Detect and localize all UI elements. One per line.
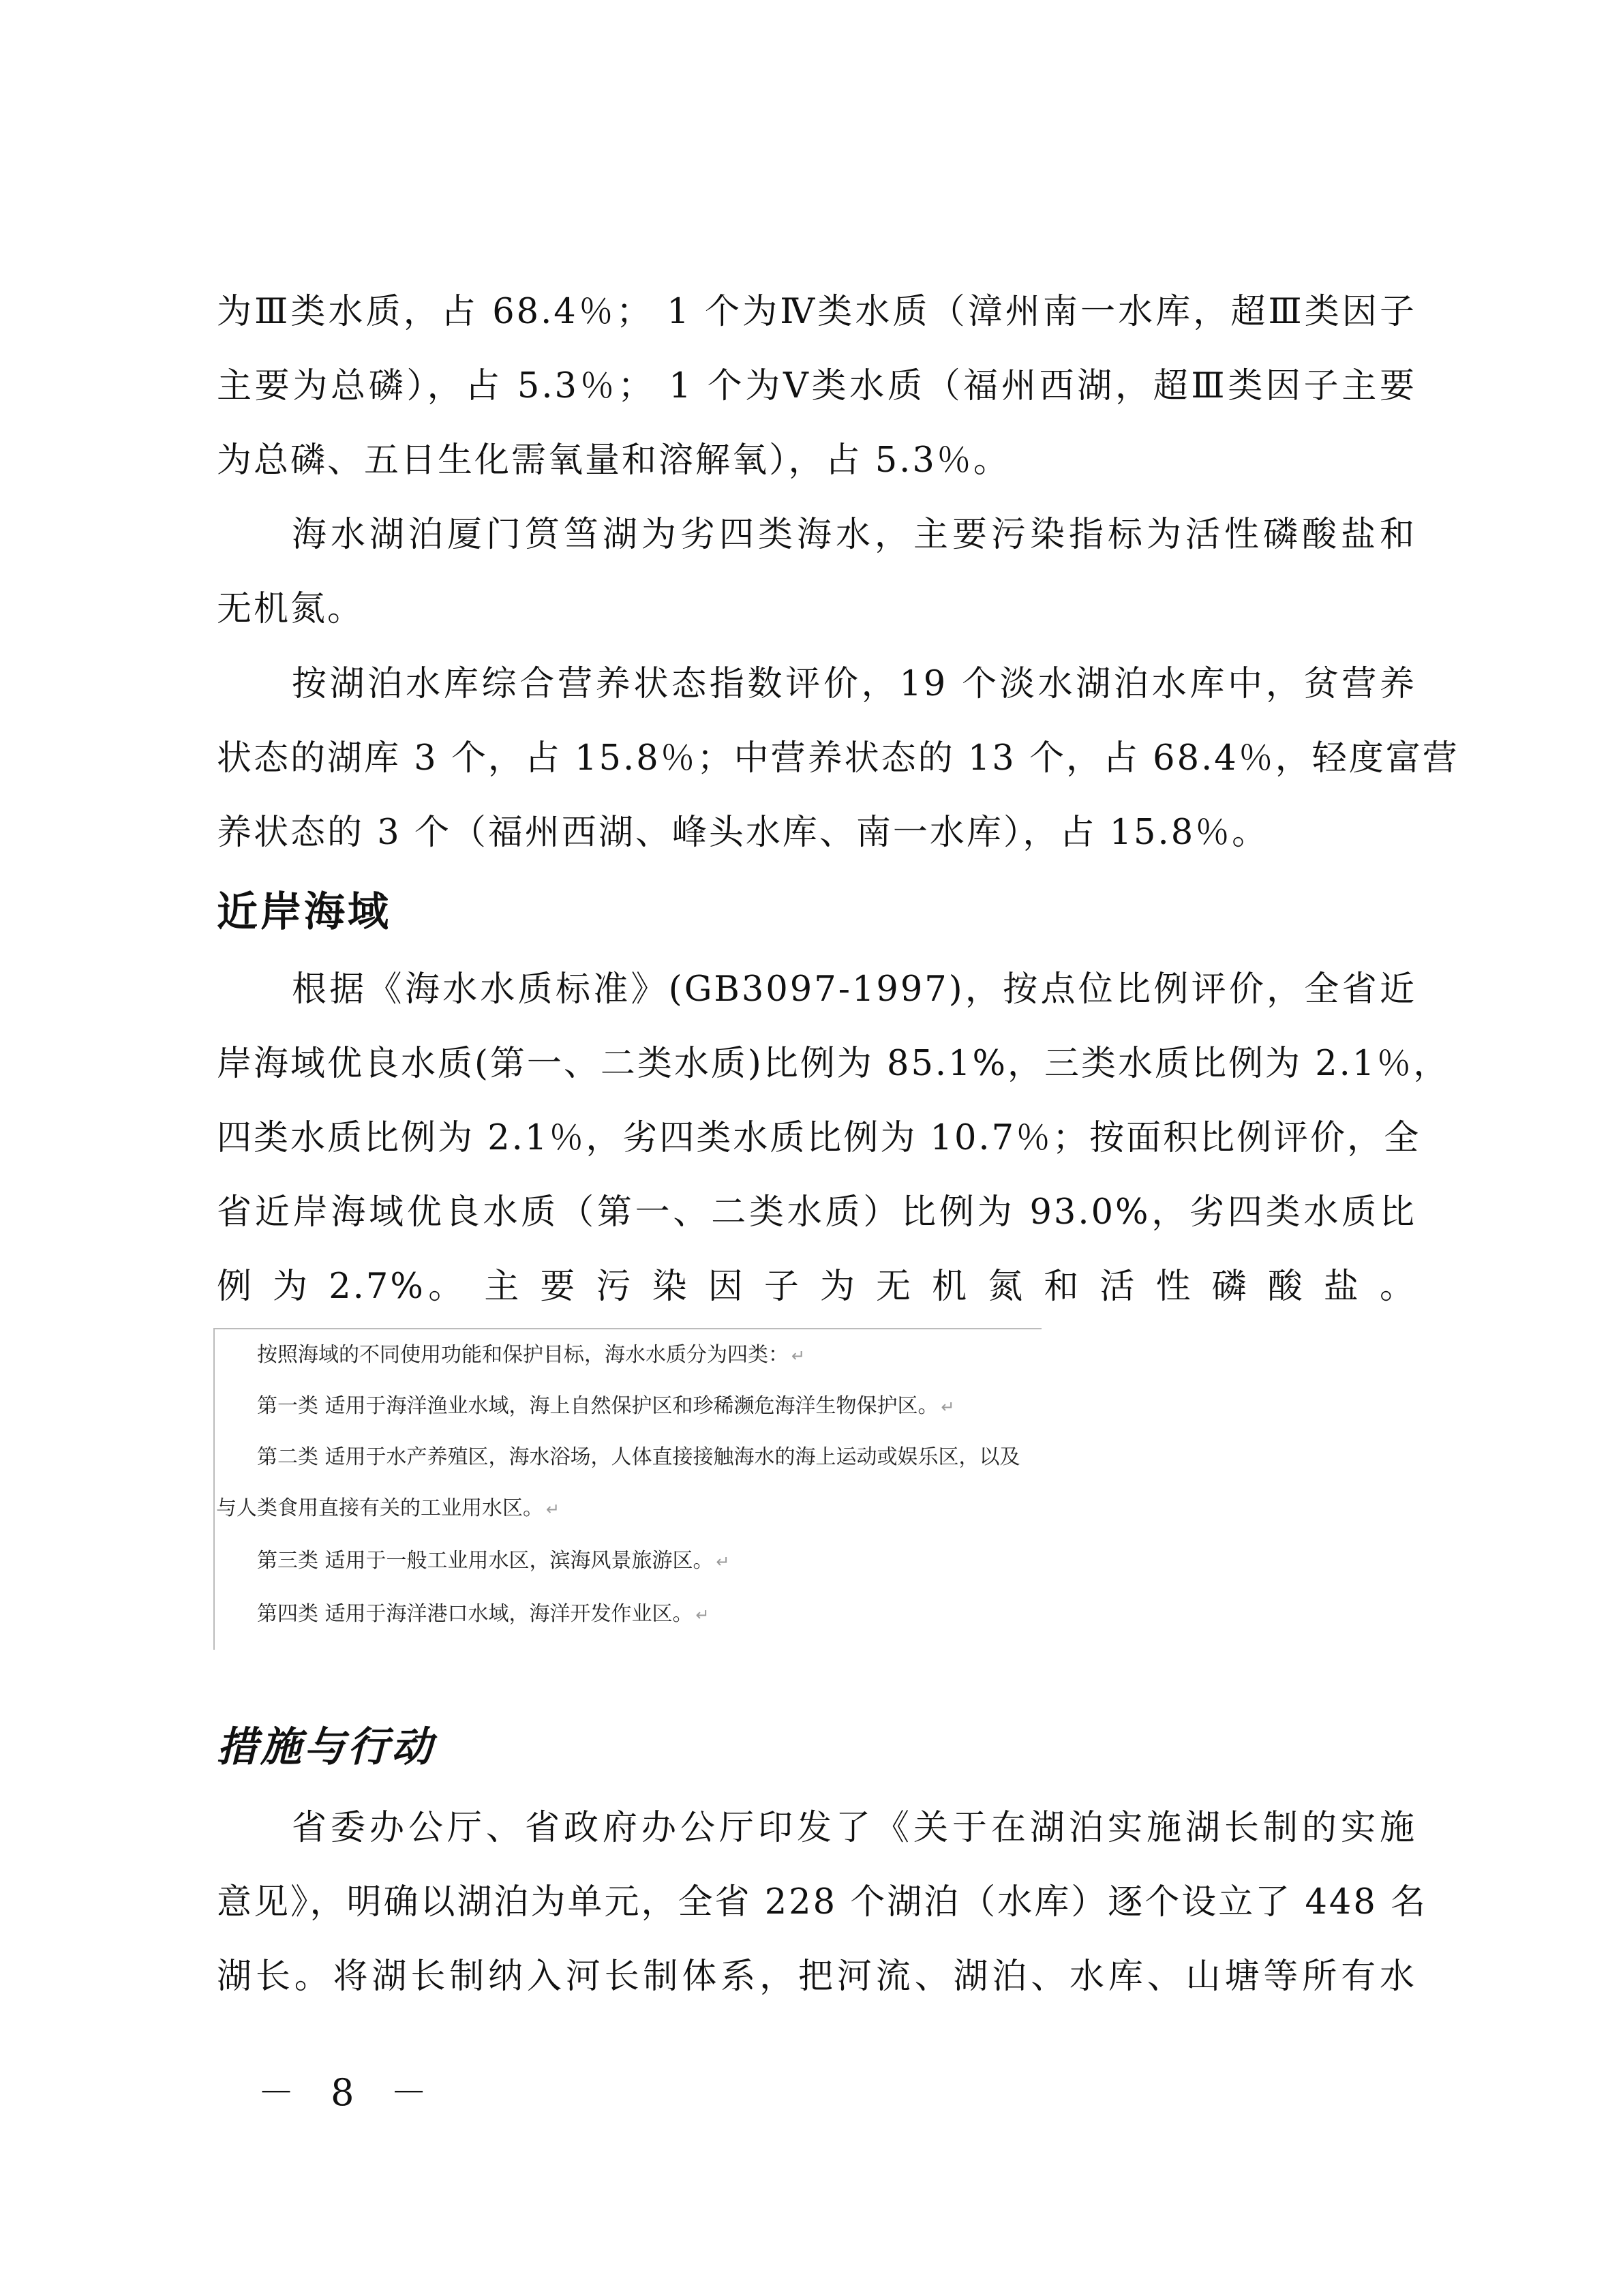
seawater-class-note [213, 1328, 1042, 1650]
page-number: － 8 － [258, 2071, 440, 2114]
section-heading-measures: 措施与行动 [217, 1723, 435, 1771]
note-text: 第二类 适用于水产养殖区，海水浴场，人体直接接触海水的海上运动或娱乐区，以及 [257, 1445, 1020, 1469]
body-text-line: 例 为 2.7%。 主 要 污 染 因 子 为 无 机 氮 和 活 性 磷 酸 盐 。 [217, 1267, 1416, 1307]
note-text: 与人类食用直接有关的工业用水区。 [216, 1496, 543, 1520]
section-heading-coastal: 近岸海域 [217, 888, 391, 936]
body-text-line: 海水湖泊厦门筼筜湖为劣四类海水，主要污染指标为活性磷酸盐和 [292, 515, 1416, 555]
body-text-line: 为总磷、五日生化需氧量和溶解氧），占 5.3％。 [217, 440, 1010, 481]
body-text-line: 按湖泊水库综合营养状态指数评价，19 个淡水湖泊水库中，贫营养 [292, 664, 1416, 704]
body-text-line: 湖长。将湖长制纳入河长制体系，把河流、湖泊、水库、山塘等所有水 [217, 1957, 1416, 1997]
paragraph-mark-icon: ↵ [716, 1552, 730, 1571]
body-text-line: 为Ⅲ类水质，占 68.4％； 1 个为Ⅳ类水质（漳州南一水库，超Ⅲ类因子 [217, 292, 1416, 332]
paragraph-mark-icon: ↵ [695, 1605, 710, 1625]
note-line [257, 1445, 1020, 1470]
body-text-line: 无机氮。 [217, 589, 365, 629]
body-text-line: 四类水质比例为 2.1％，劣四类水质比例为 10.7％；按面积比例评价，全 [217, 1118, 1421, 1158]
body-text-line: 岸海域优良水质(第一、二类水质)比例为 85.1%，三类水质比例为 2.1％， [217, 1044, 1451, 1084]
body-text-line: 主要为总磷），占 5.3％； 1 个为Ⅴ类水质（福州西湖，超Ⅲ类因子主要 [217, 366, 1416, 406]
note-text: 按照海域的不同使用功能和保护目标，海水水质分为四类： [257, 1343, 789, 1367]
body-text-line: 省委办公厅、省政府办公厅印发了《关于在湖泊实施湖长制的实施 [292, 1808, 1416, 1848]
note-line [257, 1602, 710, 1627]
paragraph-mark-icon: ↵ [546, 1500, 560, 1519]
body-text-line: 省近岸海域优良水质（第一、二类水质）比例为 93.0%，劣四类水质比 [217, 1192, 1416, 1233]
paragraph-mark-icon: ↵ [941, 1398, 955, 1417]
note-line [257, 1343, 805, 1368]
note-line [257, 1549, 730, 1574]
note-text: 第四类 适用于海洋港口水域，海洋开发作业区。 [257, 1602, 693, 1626]
body-text-line: 根据《海水水质标准》(GB3097-1997)，按点位比例评价，全省近 [292, 969, 1416, 1010]
paragraph-mark-icon: ↵ [791, 1346, 806, 1365]
note-line [257, 1394, 955, 1419]
body-text-line: 意见》，明确以湖泊为单元，全省 228 个湖泊（水库）逐个设立了 448 名 [217, 1882, 1428, 1922]
note-text: 第一类 适用于海洋渔业水域，海上自然保护区和珍稀濒危海洋生物保护区。 [257, 1394, 939, 1418]
note-text: 第三类 适用于一般工业用水区，滨海风景旅游区。 [257, 1549, 714, 1573]
note-line [216, 1496, 560, 1522]
body-text-line: 养状态的 3 个（福州西湖、峰头水库、南一水库），占 15.8％。 [217, 813, 1269, 853]
body-text-line: 状态的湖库 3 个，占 15.8％；中营养状态的 13 个，占 68.4％，轻度富营 [217, 738, 1459, 779]
